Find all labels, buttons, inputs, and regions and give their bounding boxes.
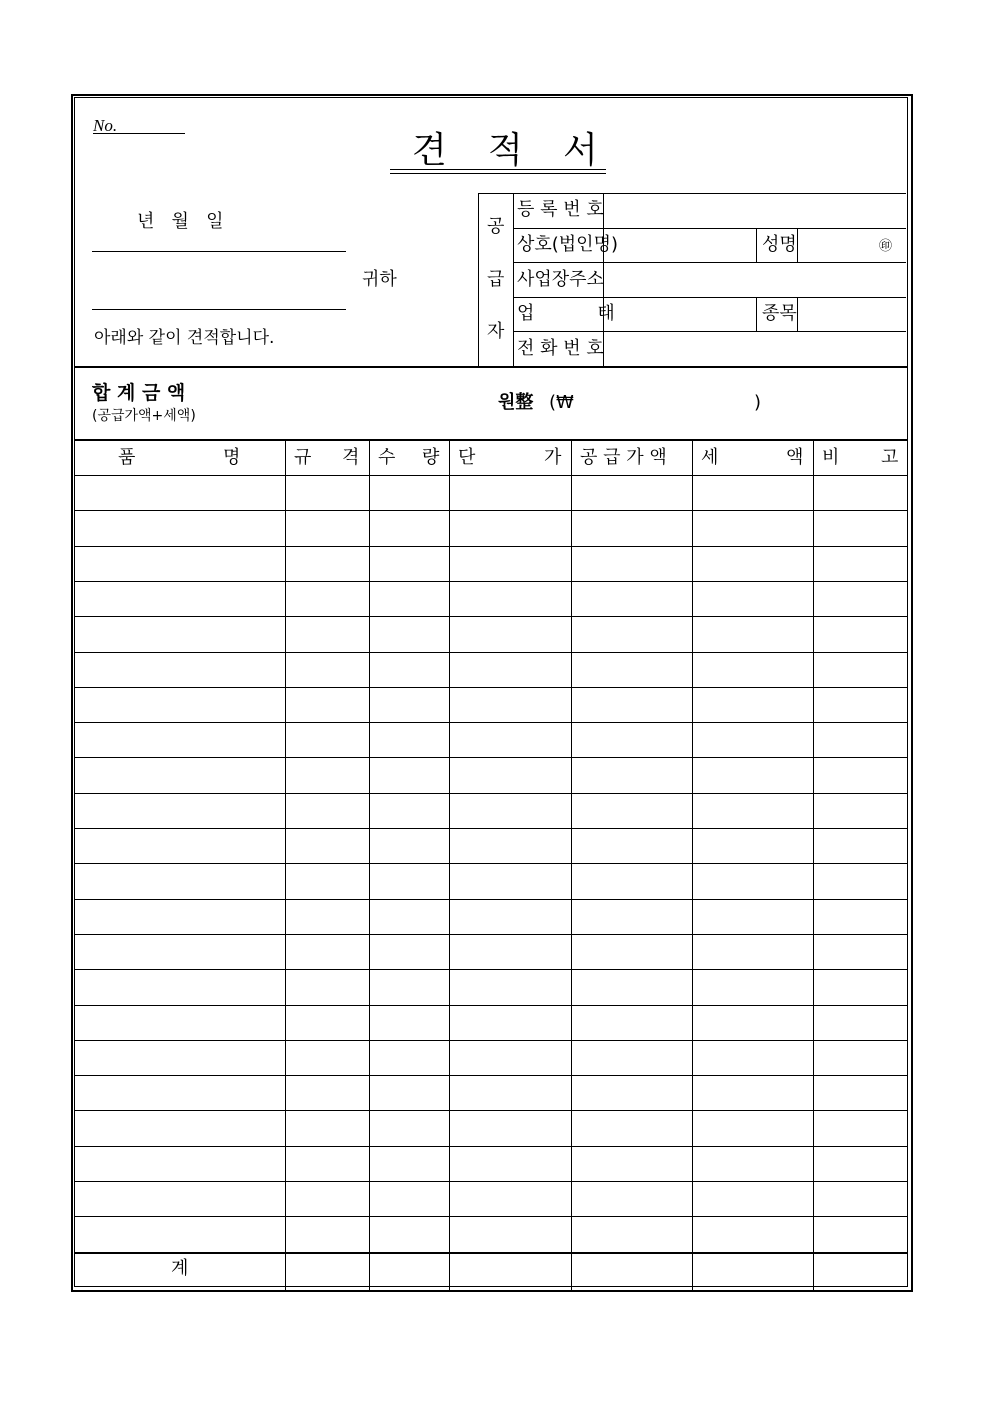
table-cell [814, 864, 907, 897]
table-cell [572, 900, 691, 933]
table-cell [572, 758, 691, 791]
total-row-label: 계 [171, 1258, 189, 1279]
number-label: No. [93, 116, 118, 135]
table-cell [286, 723, 368, 756]
table-cell [286, 476, 368, 509]
table-cell [450, 935, 570, 968]
table-cell [370, 653, 448, 686]
table-cell [693, 1147, 812, 1180]
table-cell [693, 476, 812, 509]
table-cell [450, 864, 570, 897]
table-cell [814, 1111, 907, 1144]
table-cell [814, 1006, 907, 1039]
table-cell [450, 1182, 570, 1215]
table-cell [370, 1217, 448, 1250]
table-cell [693, 1111, 812, 1144]
company-name-label: 상호(법인명) [517, 234, 618, 255]
table-cell [693, 511, 812, 544]
table-cell [370, 617, 448, 650]
table-cell [572, 1006, 691, 1039]
table-cell [450, 794, 570, 827]
table-cell [814, 1182, 907, 1215]
table-cell [814, 511, 907, 544]
recipient-line-1 [92, 251, 346, 252]
table-cell [814, 1147, 907, 1180]
table-cell [75, 1147, 284, 1180]
column-header-left: 세 [701, 447, 719, 468]
table-cell [370, 1041, 448, 1074]
table-cell [572, 476, 691, 509]
table-cell [286, 653, 368, 686]
won-open: (₩ [549, 392, 574, 413]
table-cell [572, 547, 691, 580]
won-label: 원整 [498, 392, 534, 413]
table-cell [75, 476, 284, 509]
supplier-vertical-char-1: 공 [487, 216, 505, 237]
table-cell [370, 864, 448, 897]
table-cell [75, 1041, 284, 1074]
table-cell [572, 1076, 691, 1109]
table-cell [286, 900, 368, 933]
table-cell [693, 1182, 812, 1215]
representative-name-label: 성명 [762, 234, 797, 255]
table-cell [693, 582, 812, 615]
table-top-line [74, 439, 908, 441]
table-cell [814, 547, 907, 580]
table-cell [450, 1076, 570, 1109]
table-cell [370, 900, 448, 933]
table-cell [286, 864, 368, 897]
table-cell [75, 794, 284, 827]
table-cell [572, 970, 691, 1003]
table-cell [450, 511, 570, 544]
total-top-line [74, 366, 908, 368]
table-cell [693, 970, 812, 1003]
table-cell [572, 653, 691, 686]
table-cell [286, 970, 368, 1003]
column-header-left: 비 [822, 447, 840, 468]
table-cell [814, 653, 907, 686]
table-cell [814, 582, 907, 615]
supplier-vertical-char-3: 자 [487, 321, 505, 342]
number-underline [93, 133, 185, 134]
table-footer-line [74, 1252, 908, 1254]
title-underline-1 [390, 169, 606, 170]
total-amount-label: 합 계 금 액 [92, 382, 186, 404]
table-cell [814, 476, 907, 509]
table-cell [572, 723, 691, 756]
business-type-label: 업 태 [517, 303, 615, 324]
total-amount-sublabel: (공급가액+세액) [92, 408, 196, 424]
table-cell [286, 935, 368, 968]
table-cell [286, 511, 368, 544]
table-cell [450, 617, 570, 650]
table-cell [370, 1182, 448, 1215]
table-cell [286, 688, 368, 721]
table-cell [572, 1217, 691, 1250]
business-address-label: 사업장주소 [517, 269, 604, 290]
column-header-left: 수 [378, 447, 396, 468]
column-header-right: 격 [342, 447, 360, 468]
column-header-left: 공 급 가 액 [580, 447, 667, 468]
table-cell [75, 970, 284, 1003]
table-cell [286, 829, 368, 862]
table-cell [572, 511, 691, 544]
table-cell [286, 582, 368, 615]
business-item-label: 종목 [762, 303, 797, 324]
table-cell [693, 1006, 812, 1039]
table-cell [450, 653, 570, 686]
table-cell [75, 723, 284, 756]
table-cell [75, 511, 284, 544]
table-cell [814, 970, 907, 1003]
table-cell [75, 1076, 284, 1109]
table-cell [572, 935, 691, 968]
column-header-left: 품 [118, 447, 136, 468]
table-cell [370, 476, 448, 509]
table-cell [75, 829, 284, 862]
table-cell [572, 688, 691, 721]
table-cell [75, 617, 284, 650]
table-cell [370, 794, 448, 827]
registration-number-label: 등 록 번 호 [517, 199, 604, 220]
table-cell [286, 1217, 368, 1250]
title-char-2: 적 [488, 130, 523, 171]
table-cell [286, 1111, 368, 1144]
table-cell [572, 1111, 691, 1144]
table-cell [75, 900, 284, 933]
column-header-right: 량 [422, 447, 440, 468]
table-cell [370, 935, 448, 968]
table-cell [814, 1076, 907, 1109]
table-cell [693, 617, 812, 650]
table-cell [572, 1182, 691, 1215]
supplier-vertical-char-2: 급 [487, 269, 505, 290]
table-cell [450, 1006, 570, 1039]
table-cell [286, 794, 368, 827]
table-cell [370, 1111, 448, 1144]
table-cell [693, 900, 812, 933]
table-cell [286, 1041, 368, 1074]
table-cell [450, 688, 570, 721]
estimate-statement: 아래와 같이 견적합니다. [94, 328, 275, 348]
table-cell [286, 1147, 368, 1180]
table-cell [75, 935, 284, 968]
date-label: 년 월 일 [137, 211, 224, 232]
table-cell [814, 758, 907, 791]
table-cell [814, 1041, 907, 1074]
table-cell [370, 723, 448, 756]
column-header-right: 액 [786, 447, 804, 468]
table-cell [450, 547, 570, 580]
table-cell [572, 1147, 691, 1180]
table-cell [572, 829, 691, 862]
column-header-left: 규 [294, 447, 312, 468]
won-close: ) [754, 392, 762, 413]
table-cell [75, 1182, 284, 1215]
item-col-right-line [797, 297, 798, 331]
table-cell [370, 582, 448, 615]
table-cell [75, 653, 284, 686]
table-cell [370, 758, 448, 791]
table-cell [450, 1041, 570, 1074]
supplier-row-line-1 [513, 228, 906, 229]
table-cell [814, 1217, 907, 1250]
table-cell [75, 688, 284, 721]
table-cell [370, 547, 448, 580]
item-col-left-line [756, 297, 757, 331]
table-cell [693, 688, 812, 721]
table-cell [370, 1076, 448, 1109]
table-cell [572, 864, 691, 897]
table-cell [693, 1041, 812, 1074]
name-col-right-line [797, 228, 798, 262]
table-cell [286, 547, 368, 580]
table-cell [693, 935, 812, 968]
table-cell [572, 794, 691, 827]
table-cell [450, 758, 570, 791]
name-col-left-line [756, 228, 757, 262]
supplier-left-line [478, 193, 479, 366]
table-cell [450, 723, 570, 756]
table-cell [450, 476, 570, 509]
table-cell [286, 617, 368, 650]
table-cell [814, 935, 907, 968]
column-header-right: 가 [544, 447, 562, 468]
table-cell [814, 617, 907, 650]
table-cell [286, 758, 368, 791]
table-cell [450, 582, 570, 615]
table-cell [814, 688, 907, 721]
table-cell [75, 1111, 284, 1144]
supplier-row-line-3 [513, 297, 906, 298]
column-header-left: 단 [458, 447, 476, 468]
table-cell [450, 829, 570, 862]
table-cell [450, 1111, 570, 1144]
title-char-3: 서 [563, 130, 598, 171]
table-cell [286, 1182, 368, 1215]
table-cell [75, 1217, 284, 1250]
table-cell [75, 1006, 284, 1039]
supplier-top-line [478, 193, 906, 194]
supplier-row-line-2 [513, 262, 906, 263]
table-cell [814, 794, 907, 827]
table-cell [286, 1076, 368, 1109]
table-cell [693, 547, 812, 580]
table-cell [693, 758, 812, 791]
table-cell [572, 582, 691, 615]
table-cell [814, 900, 907, 933]
table-cell [450, 900, 570, 933]
table-cell [814, 723, 907, 756]
table-cell [693, 864, 812, 897]
table-cell [75, 547, 284, 580]
table-cell [450, 1217, 570, 1250]
table-cell [75, 582, 284, 615]
table-cell [370, 1147, 448, 1180]
table-cell [286, 1006, 368, 1039]
title-char-1: 견 [412, 130, 447, 171]
table-cell [370, 970, 448, 1003]
column-header-right: 고 [881, 447, 899, 468]
table-cell [370, 1006, 448, 1039]
supplier-label-col-line [513, 193, 514, 366]
table-cell [450, 1147, 570, 1180]
table-cell [370, 829, 448, 862]
title-underline-2 [390, 173, 606, 174]
table-cell [693, 794, 812, 827]
table-cell [370, 688, 448, 721]
table-cell [693, 1076, 812, 1109]
table-cell [572, 617, 691, 650]
table-cell [693, 829, 812, 862]
table-cell [370, 511, 448, 544]
table-cell [693, 653, 812, 686]
phone-number-label: 전 화 번 호 [517, 338, 604, 359]
column-header-right: 명 [223, 447, 241, 468]
honorific-label: 귀하 [362, 269, 397, 290]
table-cell [693, 1217, 812, 1250]
table-cell [693, 723, 812, 756]
recipient-line-2 [92, 309, 346, 310]
table-cell [814, 829, 907, 862]
seal-icon: ㊞ [879, 239, 893, 254]
table-cell [450, 970, 570, 1003]
supplier-row-line-4 [513, 331, 906, 332]
table-cell [75, 758, 284, 791]
table-cell [572, 1041, 691, 1074]
table-cell [75, 864, 284, 897]
